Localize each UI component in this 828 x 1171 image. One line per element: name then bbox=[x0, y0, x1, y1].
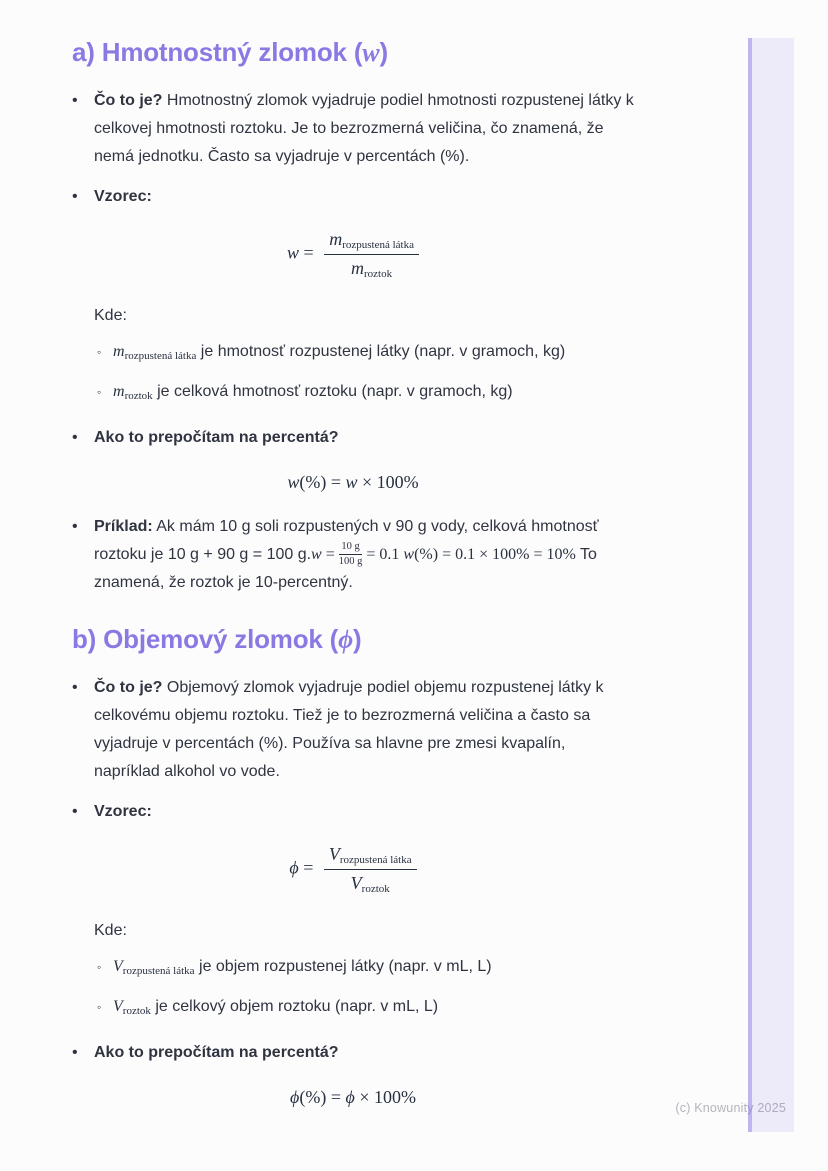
formula-variable: ϕ bbox=[290, 1087, 300, 1107]
formula-lhs-variable: w bbox=[287, 242, 300, 263]
kde-item bbox=[97, 338, 634, 370]
kde-variable: V bbox=[113, 998, 123, 1015]
example-math-rest: (%) = 0.1 × 100% = 10% bbox=[414, 546, 576, 563]
kde-block-b bbox=[94, 917, 634, 1025]
kde-item-body bbox=[113, 993, 634, 1025]
formula-variable: w bbox=[287, 472, 300, 492]
bullet-icon: • bbox=[72, 188, 78, 205]
list-item-body bbox=[94, 674, 634, 786]
fraction-numerator bbox=[324, 229, 419, 255]
kde-item bbox=[97, 953, 634, 985]
list-item-what-b bbox=[72, 674, 634, 786]
inline-fraction-denominator: 100 g bbox=[338, 556, 363, 568]
list-item-percent-a bbox=[72, 424, 634, 452]
kde-item bbox=[97, 378, 634, 410]
kde-subscript: roztok bbox=[124, 390, 153, 402]
example-inline-fraction bbox=[339, 541, 363, 568]
example-math-mid: = 0.1 bbox=[362, 546, 404, 563]
numerator-subscript: rozpustená látka bbox=[342, 239, 414, 251]
percent-a-lead: Ako to prepočítam na percentá? bbox=[94, 429, 339, 446]
list-item-example-a bbox=[72, 513, 634, 597]
section-a-heading-prefix: a) Hmotnostný zlomok ( bbox=[72, 37, 363, 67]
formula-text: (%) = bbox=[299, 1087, 346, 1107]
vzorec-a-label: Vzorec: bbox=[94, 188, 152, 205]
denominator-variable: V bbox=[350, 873, 362, 893]
example-math-variable: w bbox=[311, 546, 322, 563]
kde-text: je celkový objem roztoku (napr. v mL, L) bbox=[150, 998, 439, 1015]
section-a-heading-symbol: w bbox=[362, 38, 380, 67]
section-b-heading bbox=[72, 623, 634, 656]
numerator-subscript: rozpustená látka bbox=[339, 854, 412, 866]
kde-variable: V bbox=[113, 958, 123, 975]
circle-bullet-icon: ◦ bbox=[97, 960, 102, 974]
fraction bbox=[324, 229, 419, 280]
list-item-body bbox=[94, 87, 634, 171]
section-b-heading-symbol: ϕ bbox=[338, 625, 354, 654]
kde-item-body bbox=[113, 953, 634, 985]
list-item-body bbox=[94, 798, 634, 826]
list-item-body bbox=[94, 183, 634, 211]
numerator-variable: m bbox=[329, 229, 343, 249]
kde-subscript: roztok bbox=[122, 1005, 151, 1017]
bullet-icon: • bbox=[72, 1044, 78, 1061]
formula-text: × 100% bbox=[357, 472, 419, 492]
list-item-body bbox=[94, 513, 634, 597]
equals-sign: = bbox=[303, 242, 314, 263]
kde-text: je celková hmotnosť roztoku (napr. v gramoch, kg) bbox=[152, 383, 513, 400]
what-a-text: Hmotnostný zlomok vyjadruje podiel hmotnosti rozpustenej látky k celkovej hmotnosti roztoku. Je to bezrozmerná veličina, čo znamená, že nemá jednotku. Často sa vyjadruje v percentách (%). bbox=[94, 92, 634, 165]
denominator-subscript: roztok bbox=[364, 268, 393, 280]
list-item-vzorec-b bbox=[72, 798, 634, 826]
kde-text: je objem rozpustenej látky (napr. v mL, L) bbox=[194, 958, 492, 975]
section-b-heading-prefix: b) Objemový zlomok ( bbox=[72, 624, 339, 654]
list-item-what-a bbox=[72, 87, 634, 171]
example-text-1: Ak mám 10 g soli rozpustených v 90 g vody, celková hmotnosť roztoku je 10 g + 90 g = 100 g. bbox=[94, 518, 599, 563]
kde-block-a bbox=[94, 302, 634, 410]
fraction-numerator bbox=[324, 844, 417, 870]
fraction-denominator bbox=[324, 870, 417, 895]
section-a-heading bbox=[72, 36, 634, 69]
example-math-variable-2: w bbox=[403, 546, 415, 563]
fraction-denominator bbox=[324, 255, 419, 280]
formula-mass-percent bbox=[72, 472, 634, 493]
kde-item-body bbox=[113, 338, 634, 370]
equals-sign: = bbox=[303, 857, 314, 878]
kde-subscript: rozpustená látka bbox=[122, 965, 195, 977]
example-math-equals: = bbox=[321, 546, 339, 563]
bullet-icon: • bbox=[72, 679, 78, 696]
kde-label: Kde: bbox=[94, 922, 127, 939]
side-highlight-strip bbox=[748, 38, 794, 1132]
formula-variable: w bbox=[345, 472, 358, 492]
formula-volume-fraction bbox=[72, 844, 634, 895]
circle-bullet-icon: ◦ bbox=[97, 1000, 102, 1014]
circle-bullet-icon: ◦ bbox=[97, 345, 102, 359]
bullet-icon: • bbox=[72, 429, 78, 446]
list-item-percent-b bbox=[72, 1039, 634, 1067]
kde-variable: m bbox=[113, 343, 125, 360]
what-a-lead: Čo to je? bbox=[94, 92, 163, 109]
kde-subscript: rozpustená látka bbox=[124, 350, 197, 362]
inline-fraction-numerator: 10 g bbox=[339, 541, 363, 555]
example-text-2: To znamená, že roztok je 10-percentný. bbox=[94, 546, 597, 591]
formula-mass-fraction bbox=[72, 229, 634, 280]
example-lead: Príklad: bbox=[94, 518, 153, 535]
kde-item bbox=[97, 993, 634, 1025]
denominator-variable: m bbox=[351, 258, 365, 278]
numerator-variable: V bbox=[328, 844, 340, 864]
vzorec-b-label: Vzorec: bbox=[94, 803, 152, 820]
list-item-body bbox=[94, 1039, 634, 1067]
kde-text: je hmotnosť rozpustenej látky (napr. v gramoch, kg) bbox=[196, 343, 566, 360]
list-item-body bbox=[94, 424, 634, 452]
bullet-icon: • bbox=[72, 803, 78, 820]
formula-lhs-variable: ϕ bbox=[289, 857, 299, 878]
what-b-lead: Čo to je? bbox=[94, 679, 163, 696]
kde-item-body bbox=[113, 378, 634, 410]
document-content bbox=[72, 36, 634, 1128]
kde-variable: m bbox=[113, 383, 125, 400]
formula-text: × 100% bbox=[354, 1087, 416, 1107]
fraction bbox=[324, 844, 417, 895]
bullet-icon: • bbox=[72, 92, 78, 109]
footer-credit: (c) Knowunity 2025 bbox=[675, 1101, 786, 1115]
what-b-text: Objemový zlomok vyjadruje podiel objemu rozpustenej látky k celkovému objemu roztoku. Tiež je to bezrozmerná veličina a často sa vyjadruje v percentách (%). Používa sa hlavne pre zmesi kvapalín, napríklad alkohol vo vode. bbox=[94, 679, 604, 780]
percent-b-lead: Ako to prepočítam na percentá? bbox=[94, 1044, 339, 1061]
circle-bullet-icon: ◦ bbox=[97, 385, 102, 399]
formula-text: (%) = bbox=[299, 472, 346, 492]
kde-label: Kde: bbox=[94, 307, 127, 324]
bullet-icon: • bbox=[72, 518, 78, 535]
section-a-heading-suffix: ) bbox=[379, 37, 388, 67]
section-b-heading-suffix: ) bbox=[353, 624, 362, 654]
formula-variable: ϕ bbox=[345, 1087, 355, 1107]
list-item-vzorec-a bbox=[72, 183, 634, 211]
formula-volume-percent bbox=[72, 1087, 634, 1108]
denominator-subscript: roztok bbox=[361, 883, 390, 895]
